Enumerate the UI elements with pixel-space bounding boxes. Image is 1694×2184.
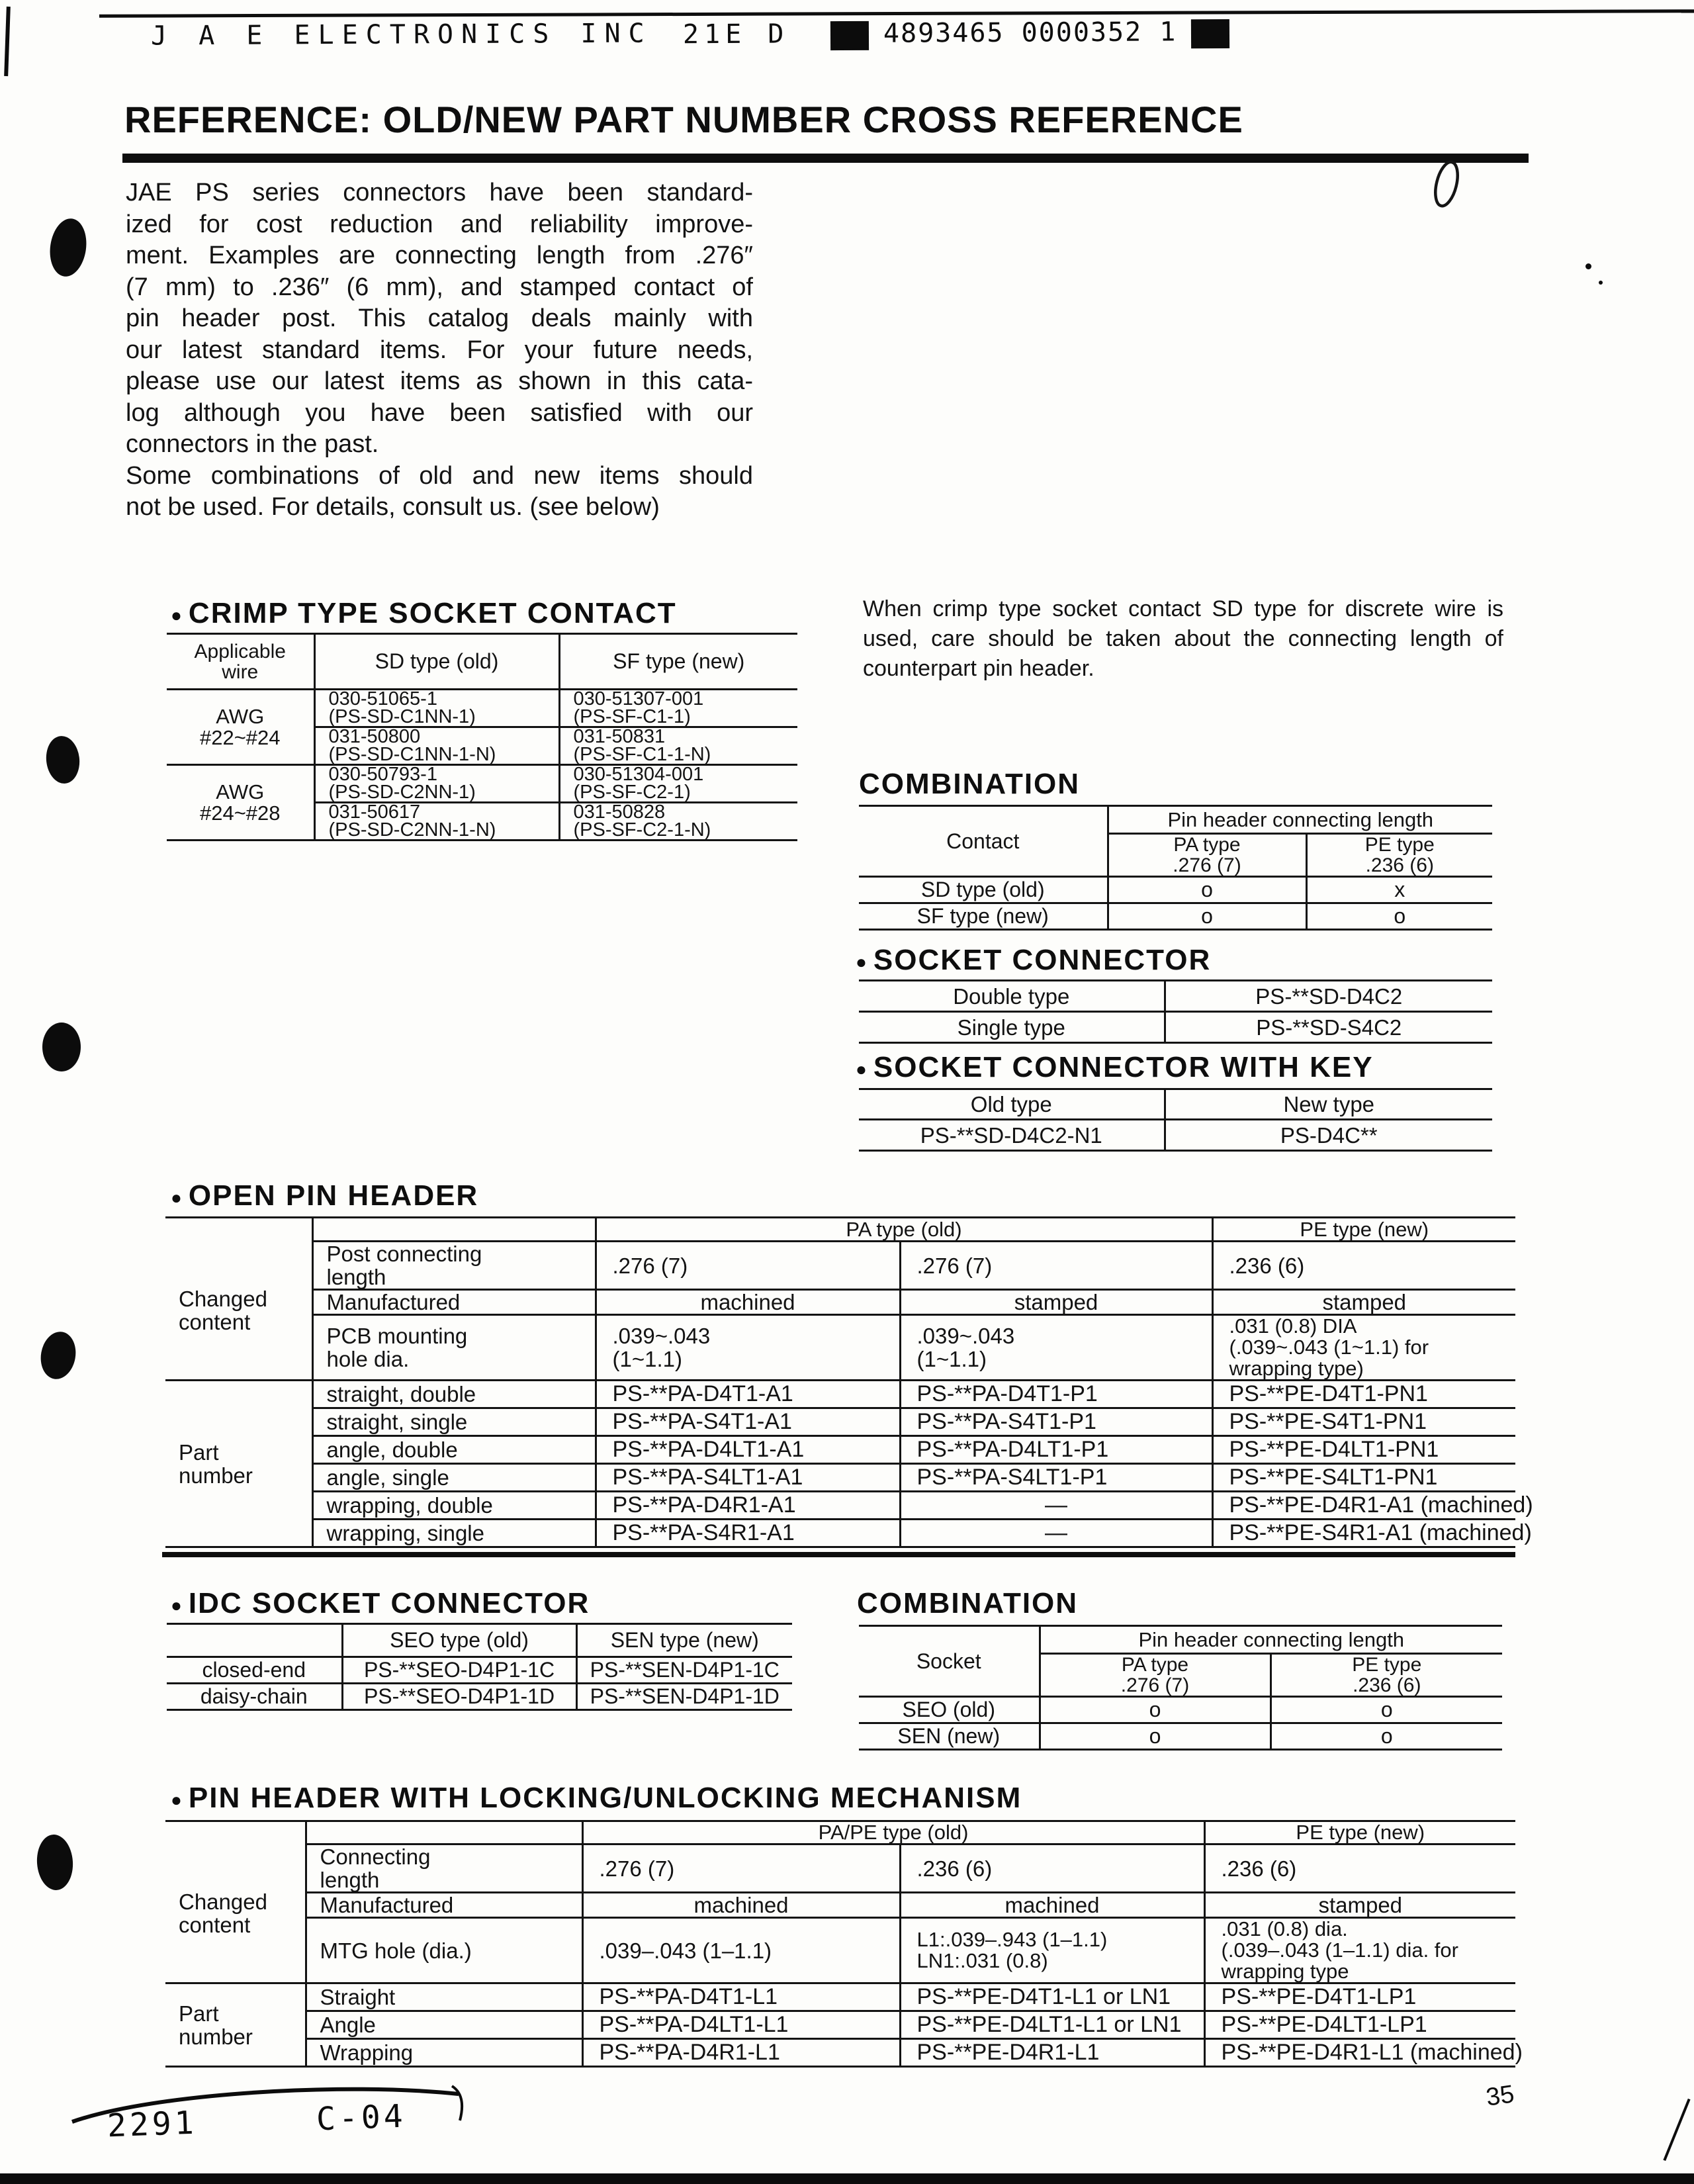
punch-hole-mark — [42, 1023, 81, 1071]
section-heading-label: SOCKET CONNECTOR — [873, 944, 1212, 976]
row-label: Single type — [859, 1012, 1165, 1043]
compat-cell: o — [1306, 903, 1492, 930]
socket-connector-key-table — [859, 1088, 1492, 1152]
punch-hole-mark — [37, 1329, 79, 1382]
intro-line: JAE PS series connectors have been standard- — [126, 179, 753, 206]
blank-cell — [167, 1624, 342, 1657]
column-header: SEN type (new) — [576, 1624, 792, 1657]
part-number-cell: PS-**PE-S4R1-A1 (machined) — [1212, 1520, 1515, 1547]
spec-cell: .039~.043 (1~1.1) — [596, 1315, 900, 1381]
scan-speckle — [1599, 281, 1603, 285]
company-name: J A E ELECTRONICS INC — [150, 18, 652, 52]
intro-line: ment. Examples are connecting length from .276″ — [126, 242, 753, 269]
side-label-part-number: Part number — [165, 1381, 312, 1547]
wire-range-cell: AWG #22~#24 — [167, 690, 314, 765]
part-number-cell: PS-**PE-D4LT1-LP1 — [1204, 2011, 1515, 2039]
row-header-cell: Contact — [859, 806, 1108, 877]
crimp-table — [167, 633, 797, 841]
row-label: Double type — [859, 981, 1165, 1012]
punch-hole-mark — [44, 735, 81, 786]
side-label-changed-content: Changed content — [165, 1844, 306, 1983]
intro-line: our latest standard items. For your future needs, — [126, 336, 753, 364]
part-number-cell: PS-**PA-D4T1-A1 — [596, 1381, 900, 1408]
bullet-icon — [171, 1179, 183, 1212]
row-header-cell: Socket — [859, 1626, 1040, 1697]
column-header: PA type .276 (7) — [1040, 1654, 1270, 1697]
part-number-cell: PS-**SEO-D4P1-1C — [342, 1657, 576, 1684]
scan-slash-mark — [1663, 2099, 1690, 2161]
band-header-old: PA type (old) — [596, 1218, 1212, 1242]
part-number-cell: PS-**PE-D4T1-L1 or LN1 — [900, 1983, 1204, 2011]
spec-cell: stamped — [900, 1290, 1212, 1315]
locking-pin-header-table — [165, 1820, 1523, 2068]
part-number-cell: PS-**PE-D4R1-L1 — [900, 2039, 1204, 2067]
column-header: Old type — [859, 1089, 1165, 1120]
bullet-icon — [171, 597, 183, 630]
section-heading-label: COMBINATION — [857, 1587, 1079, 1619]
part-number-cell: PS-**PA-D4LT1-P1 — [900, 1436, 1212, 1464]
bullet-icon — [856, 1051, 868, 1084]
row-label: Angle — [306, 2011, 582, 2039]
spec-cell: stamped — [1212, 1290, 1515, 1315]
part-number-cell: PS-**PA-D4LT1-L1 — [582, 2011, 900, 2039]
section-heading-idc — [171, 1587, 590, 1620]
section-heading-open-pin-header — [171, 1179, 478, 1212]
part-number-cell: PS-**PA-S4LT1-P1 — [900, 1464, 1212, 1492]
part-number-cell: 031-50828 (PS-SF-C2-1-N) — [559, 803, 797, 841]
part-number-cell: PS-**PE-D4LT1-PN1 — [1212, 1436, 1515, 1464]
row-label: SF type (new) — [859, 903, 1108, 930]
note-line: When crimp type socket contact SD type for discrete wire is — [863, 596, 1503, 621]
spec-cell: .236 (6) — [1204, 1844, 1515, 1893]
part-number-cell: PS-**PA-S4R1-A1 — [596, 1520, 900, 1547]
row-label: SEN (new) — [859, 1723, 1040, 1750]
part-number-cell: PS-**SEO-D4P1-1D — [342, 1684, 576, 1710]
band-header-new: PE type (new) — [1212, 1218, 1515, 1242]
side-label-part-number: Part number — [165, 1983, 306, 2067]
footer-stamp-code: C-04 — [316, 2097, 407, 2138]
punch-hole-mark — [35, 1833, 75, 1891]
title-rule — [122, 154, 1529, 163]
intro-line: pin header post. This catalog deals mainly with — [126, 304, 753, 332]
spec-cell: .031 (0.8) DIA (.039~.043 (1~1.1) for wrapping type) — [1212, 1315, 1515, 1381]
wire-range-cell: AWG #24~#28 — [167, 765, 314, 841]
bottom-scan-edge — [0, 2173, 1694, 2184]
serial-number: 4893465 0000352 1 — [883, 17, 1177, 49]
part-number-cell: PS-**PE-S4T1-PN1 — [1212, 1408, 1515, 1436]
blank-cell — [306, 1821, 582, 1844]
footer-stamp-number: 2291 — [107, 2104, 198, 2145]
note-line: counterpart pin header. — [863, 656, 1094, 681]
part-number-cell: PS-**PA-D4R1-A1 — [596, 1492, 900, 1520]
row-label: wrapping, double — [312, 1492, 596, 1520]
compat-cell: o — [1108, 877, 1306, 903]
row-label: SEO (old) — [859, 1697, 1040, 1723]
row-label: Connecting length — [306, 1844, 582, 1893]
column-header: PE type .236 (6) — [1306, 834, 1492, 877]
part-number-cell: PS-D4C** — [1165, 1120, 1492, 1151]
spec-cell: .039–.043 (1–1.1) — [582, 1918, 900, 1983]
column-header: PE type .236 (6) — [1270, 1654, 1502, 1697]
part-number-cell: PS-**SEN-D4P1-1D — [576, 1684, 792, 1710]
page-number: 35 — [1484, 2080, 1516, 2112]
section-heading-socket-connector — [856, 944, 1211, 977]
spec-cell: .236 (6) — [900, 1844, 1204, 1893]
page-title: REFERENCE: OLD/NEW PART NUMBER CROSS REFERENCE — [124, 99, 1243, 140]
spec-cell: .276 (7) — [582, 1844, 900, 1893]
row-label: angle, single — [312, 1464, 596, 1492]
column-header: SF type (new) — [559, 634, 797, 690]
section-heading-label: IDC SOCKET CONNECTOR — [188, 1587, 590, 1619]
intro-line: ized for cost reduction and reliability improve- — [126, 210, 753, 238]
doc-code: 21E D — [682, 19, 789, 50]
part-number-cell: PS-**SD-D4C2-N1 — [859, 1120, 1165, 1151]
part-number-cell: — — [900, 1492, 1212, 1520]
blank-cell — [312, 1218, 596, 1242]
part-number-cell: PS-**PE-D4T1-PN1 — [1212, 1381, 1515, 1408]
idc-table — [167, 1623, 792, 1711]
intro-line: connectors in the past. — [126, 430, 379, 458]
row-label: SD type (old) — [859, 877, 1108, 903]
part-number-cell: PS-**PA-D4T1-L1 — [582, 1983, 900, 2011]
part-number-cell: 031-50617 (PS-SD-C2NN-1-N) — [314, 803, 559, 841]
compat-cell: x — [1306, 877, 1492, 903]
row-label: daisy-chain — [167, 1684, 342, 1710]
spec-cell: stamped — [1204, 1893, 1515, 1918]
row-label: Wrapping — [306, 2039, 582, 2067]
part-number-cell: PS-**PE-D4R1-L1 (machined) — [1204, 2039, 1515, 2067]
column-header: Applicable wire — [167, 634, 314, 690]
spec-cell: L1:.039–.943 (1–1.1) LN1:.031 (0.8) — [900, 1918, 1204, 1983]
part-number-cell: PS-**PA-D4R1-L1 — [582, 2039, 900, 2067]
part-number-cell: PS-**SD-S4C2 — [1165, 1012, 1492, 1043]
note-line: used, care should be taken about the connecting length of — [863, 626, 1503, 651]
part-number-cell: 031-50800 (PS-SD-C1NN-1-N) — [314, 727, 559, 765]
part-number-cell: PS-**PA-S4LT1-A1 — [596, 1464, 900, 1492]
span-header-cell: Pin header connecting length — [1108, 806, 1492, 834]
blank-cell — [165, 1821, 306, 1844]
part-number-cell: PS-**SD-D4C2 — [1165, 981, 1492, 1012]
bullet-icon — [171, 1587, 183, 1620]
compat-cell: o — [1040, 1723, 1270, 1750]
compat-cell: o — [1270, 1723, 1502, 1750]
part-number-cell: 031-50831 (PS-SF-C1-1-N) — [559, 727, 797, 765]
section-heading-label: CRIMP TYPE SOCKET CONTACT — [188, 597, 677, 629]
part-number-cell: PS-**PA-S4T1-P1 — [900, 1408, 1212, 1436]
row-label: closed-end — [167, 1657, 342, 1684]
part-number-cell: 030-51065-1 (PS-SD-C1NN-1) — [314, 690, 559, 727]
part-number-cell: PS-**PE-D4T1-LP1 — [1204, 1983, 1515, 2011]
section-heading-combination-2 — [857, 1587, 1078, 1620]
spec-cell: .031 (0.8) dia. (.039–.043 (1–1.1) dia. for wrapping type — [1204, 1918, 1515, 1983]
barcode-block-left-icon — [830, 21, 869, 50]
side-label-changed-content: Changed content — [165, 1242, 312, 1381]
socket-connector-table — [859, 979, 1492, 1044]
row-label: straight, single — [312, 1408, 596, 1436]
column-header: PA type .276 (7) — [1108, 834, 1306, 877]
part-number-cell: PS-**PE-D4LT1-L1 or LN1 — [900, 2011, 1204, 2039]
row-label: MTG hole (dia.) — [306, 1918, 582, 1983]
intro-line: log although you have been satisfied with our — [126, 398, 753, 427]
part-number-cell: PS-**PE-D4R1-A1 (machined) — [1212, 1492, 1515, 1520]
column-header: SEO type (old) — [342, 1624, 576, 1657]
section-heading-label: OPEN PIN HEADER — [188, 1179, 479, 1212]
part-number-cell: PS-**PA-D4T1-P1 — [900, 1381, 1212, 1408]
column-header: SD type (old) — [314, 634, 559, 690]
column-header: New type — [1165, 1089, 1492, 1120]
section-heading-label: SOCKET CONNECTOR WITH KEY — [873, 1051, 1374, 1083]
row-label: straight, double — [312, 1381, 596, 1408]
compat-cell: o — [1108, 903, 1306, 930]
section-heading-socket-connector-key — [856, 1051, 1374, 1084]
section-heading-label: COMBINATION — [859, 768, 1081, 800]
band-header-new: PE type (new) — [1204, 1821, 1515, 1844]
row-label: Post connecting length — [312, 1242, 596, 1290]
intro-line: not be used. For details, consult us. (see below) — [126, 493, 660, 521]
section-heading-combination-1 — [859, 768, 1080, 801]
band-header-old: PA/PE type (old) — [582, 1821, 1204, 1844]
compat-cell: o — [1040, 1697, 1270, 1723]
intro-line: please use our latest items as shown in this cata- — [126, 367, 753, 395]
barcode-block-right-icon — [1191, 19, 1229, 48]
combination-table-2 — [859, 1625, 1502, 1751]
spec-cell: machined — [900, 1893, 1204, 1918]
part-number-cell: PS-**PA-D4LT1-A1 — [596, 1436, 900, 1464]
part-number-cell: 030-51307-001 (PS-SF-C1-1) — [559, 690, 797, 727]
row-label: Straight — [306, 1983, 582, 2011]
part-number-cell: 030-50793-1 (PS-SD-C2NN-1) — [314, 765, 559, 803]
part-number-cell: PS-**SEN-D4P1-1C — [576, 1657, 792, 1684]
blank-cell — [165, 1218, 312, 1242]
part-number-cell: 030-51304-001 (PS-SF-C2-1) — [559, 765, 797, 803]
part-number-cell: PS-**PA-S4T1-A1 — [596, 1408, 900, 1436]
punch-hole-mark — [46, 216, 90, 279]
part-number-cell: — — [900, 1520, 1212, 1547]
row-label: angle, double — [312, 1436, 596, 1464]
compat-cell: o — [1270, 1697, 1502, 1723]
row-label: wrapping, single — [312, 1520, 596, 1547]
section-heading-label: PIN HEADER WITH LOCKING/UNLOCKING MECHANISM — [188, 1782, 1022, 1814]
crimp-note — [863, 594, 1503, 684]
section-divider-rule — [162, 1552, 1515, 1557]
intro-line: Some combinations of old and new items should — [126, 461, 753, 490]
open-pin-header-table — [165, 1216, 1533, 1548]
ocr-header — [0, 13, 1694, 61]
span-header-cell: Pin header connecting length — [1040, 1626, 1502, 1654]
row-label: Manufactured — [312, 1290, 596, 1315]
intro-paragraph — [126, 177, 753, 523]
scan-speckle — [1585, 263, 1591, 269]
section-heading-locking — [171, 1782, 1022, 1815]
spec-cell: .039~.043 (1~1.1) — [900, 1315, 1212, 1381]
bullet-icon — [171, 1782, 183, 1815]
handwritten-zero-mark — [1423, 151, 1470, 217]
spec-cell: .276 (7) — [900, 1242, 1212, 1290]
section-heading-crimp — [171, 597, 677, 630]
part-number-cell: PS-**PE-S4LT1-PN1 — [1212, 1464, 1515, 1492]
spec-cell: machined — [582, 1893, 900, 1918]
spec-cell: .276 (7) — [596, 1242, 900, 1290]
spec-cell: .236 (6) — [1212, 1242, 1515, 1290]
bullet-icon — [856, 944, 868, 977]
row-label: Manufactured — [306, 1893, 582, 1918]
combination-table-1 — [859, 805, 1492, 931]
intro-line: (7 mm) to .236″ (6 mm), and stamped contact of — [126, 273, 753, 301]
row-label: PCB mounting hole dia. — [312, 1315, 596, 1381]
spec-cell: machined — [596, 1290, 900, 1315]
